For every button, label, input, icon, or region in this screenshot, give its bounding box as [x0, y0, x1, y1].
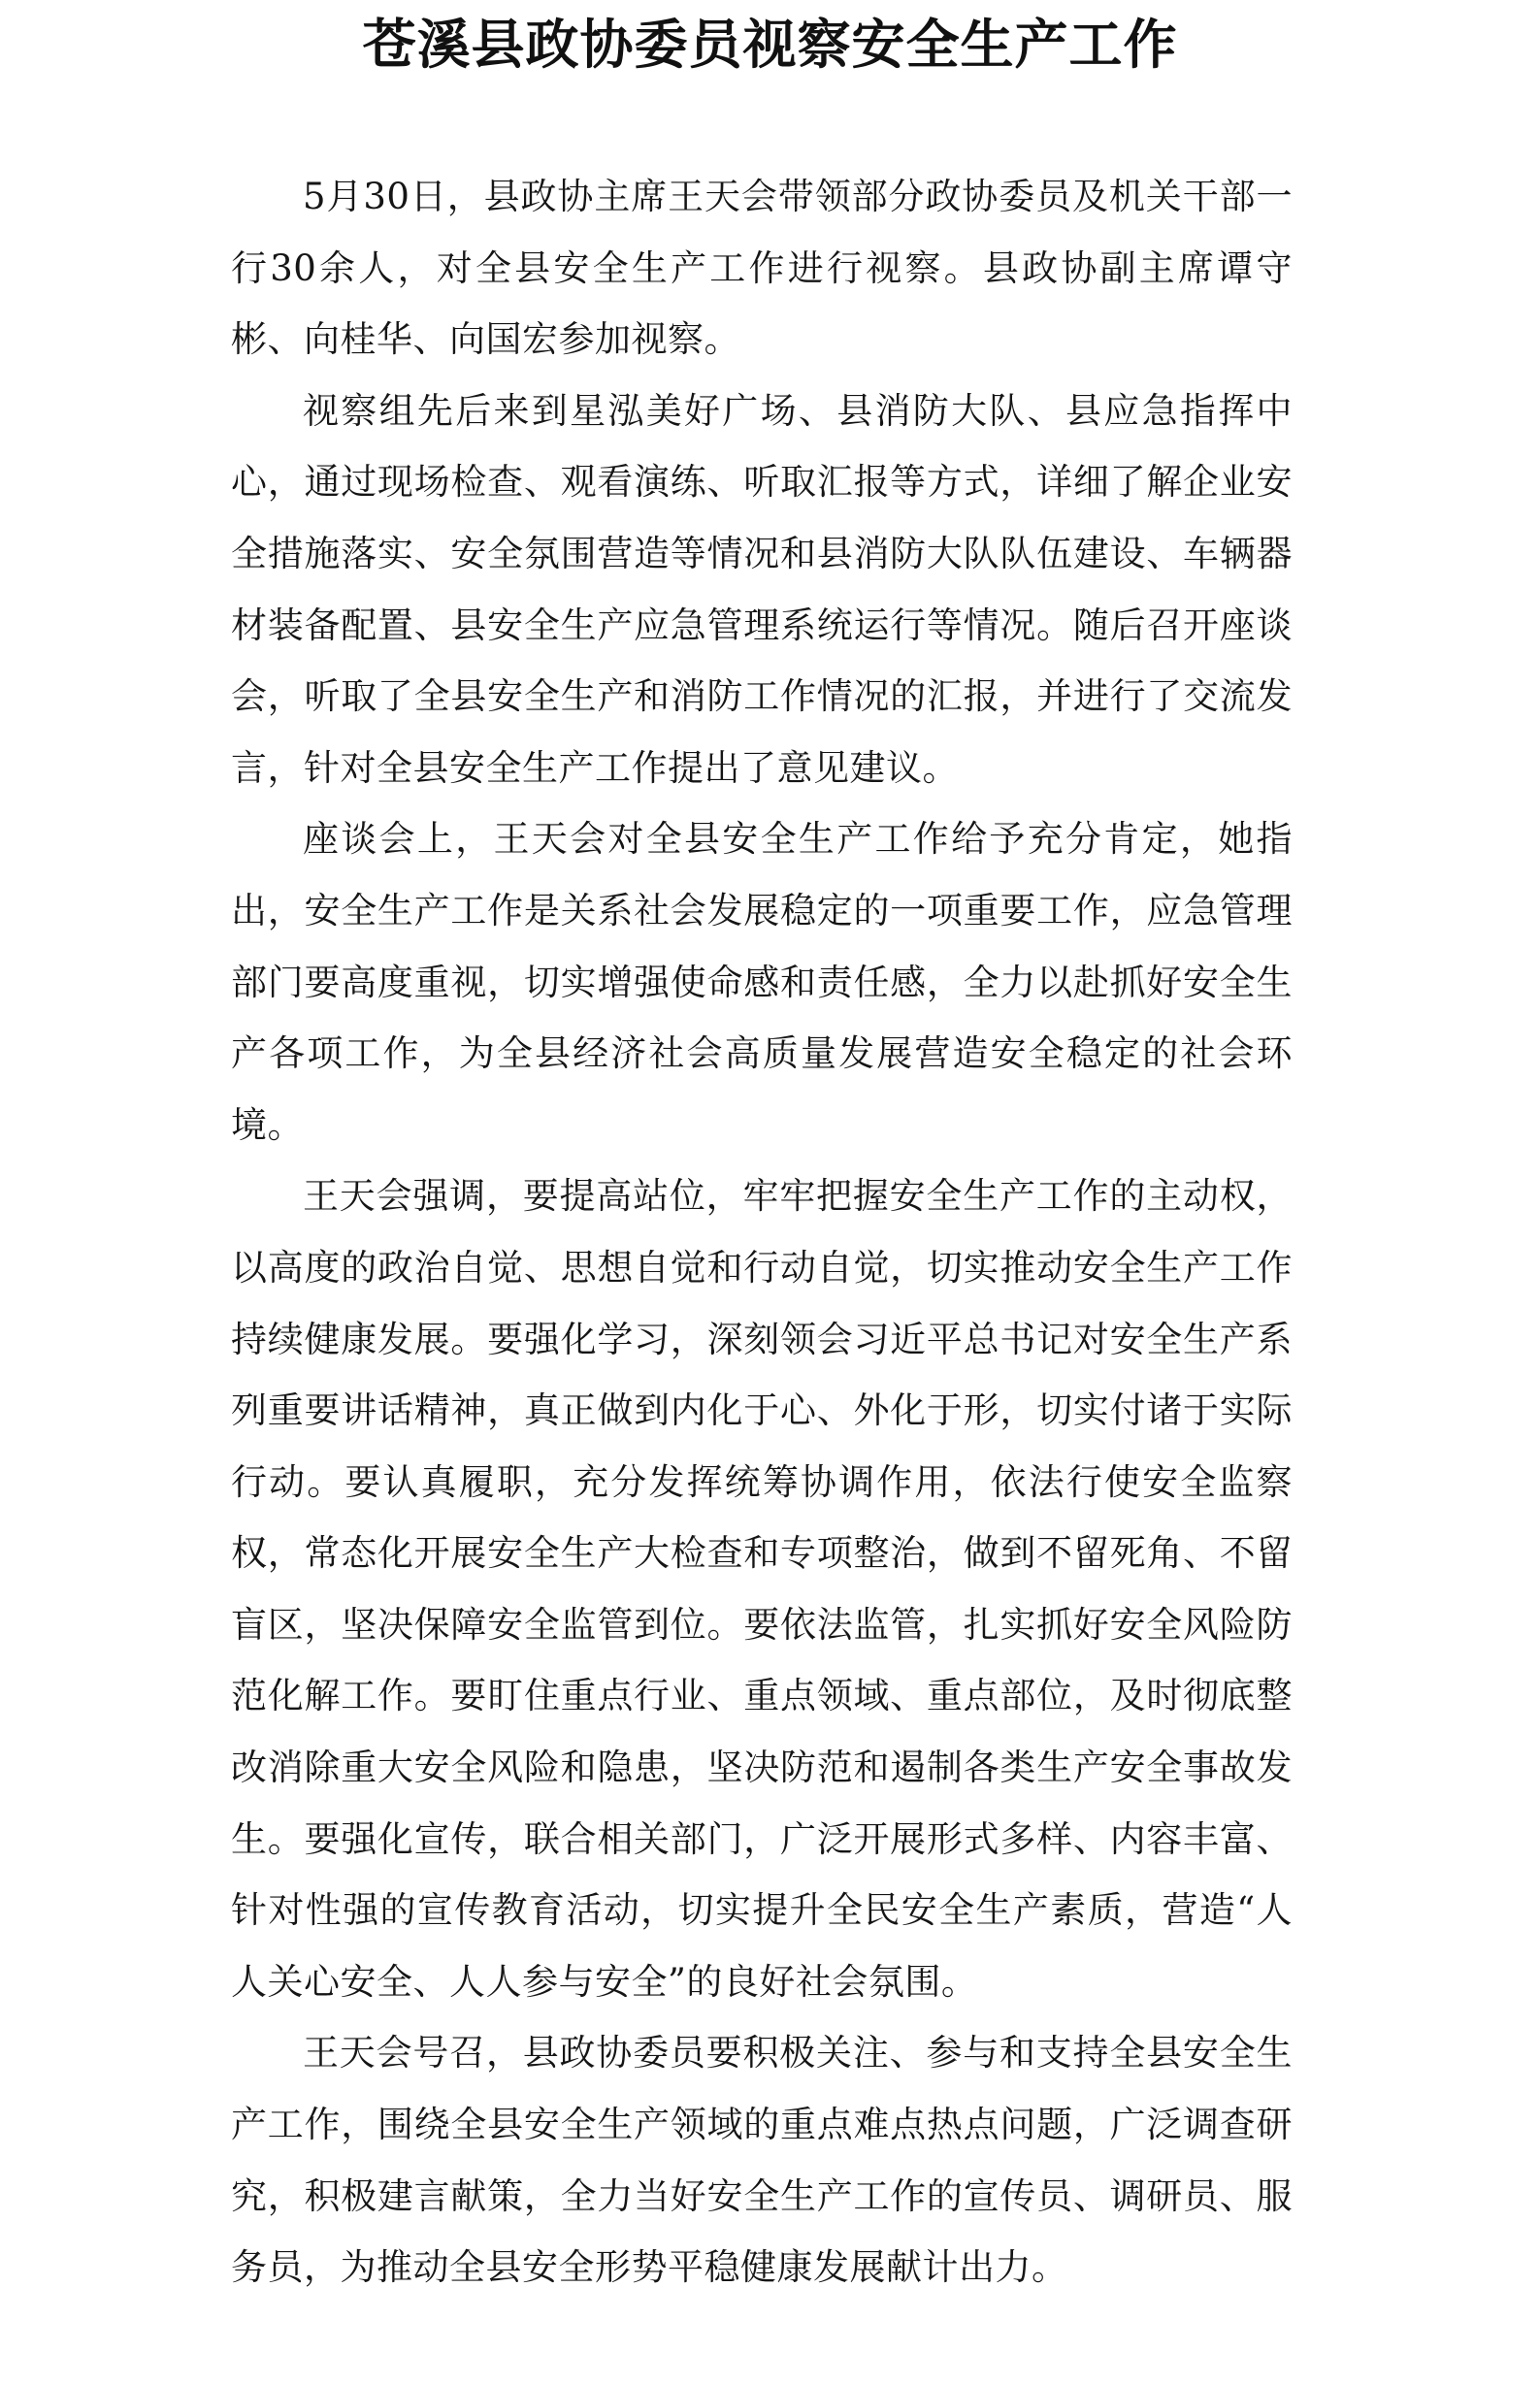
article-paragraph-5: 王天会号召，县政协委员要积极关注、参与和支持全县安全生产工作，围绕全县安全生产领域的重点难点热点问题，广泛调查研究，积极建言献策，全力当好安全生产工作的宣传员、调研员、服务员，为推动全县安全形势平稳健康发展献计出力。: [231, 2032, 1293, 2289]
article-title: 苍溪县政协委员视察安全生产工作: [362, 13, 1178, 76]
article-paragraph-2: 视察组先后来到星泓美好广场、县消防大队、县应急指挥中心，通过现场检查、观看演练、听取汇报等方式，详细了解企业安全措施落实、安全氛围营造等情况和县消防大队队伍建设、车辆器材装备配置、县安全生产应急管理系统运行等情况。随后召开座谈会，听取了全县安全生产和消防工作情况的汇报，并进行了交流发言，针对全县安全生产工作提出了意见建议。: [231, 389, 1293, 789]
article-paragraph-4: 王天会强调，要提高站位，牢牢把握安全生产工作的主动权，以高度的政治自觉、思想自觉和行动自觉，切实推动安全生产工作持续健康发展。要强化学习，深刻领会习近平总书记对安全生产系列重要讲话精神，真正做到内化于心、外化于形，切实付诸于实际行动。要认真履职，充分发挥统筹协调作用，依法行使安全监察权，常态化开展安全生产大检查和专项整治，做到不留死角、不留盲区，坚决保障安全监管到位。要依法监管，扎实抓好安全风险防范化解工作。要盯住重点行业、重点领域、重点部位，及时彻底整改消除重大安全风险和隐患，坚决防范和遏制各类生产安全事故发生。要强化宣传，联合相关部门，广泛开展形式多样、内容丰富、针对性强的宣传教育活动，切实提升全民安全生产素质，营造“人人关心安全、人人参与安全”的良好社会氛围。: [231, 1175, 1293, 2003]
article-paragraph-3: 座谈会上，王天会对全县安全生产工作给予充分肯定，她指出，安全生产工作是关系社会发展稳定的一项重要工作，应急管理部门要高度重视，切实增强使命感和责任感，全力以赴抓好安全生产各项工作，为全县经济社会高质量发展营造安全稳定的社会环境。: [231, 818, 1293, 1146]
article-body: [231, 161, 1293, 2303]
article-paragraph-1: 5月30日，县政协主席王天会带领部分政协委员及机关干部一行30余人，对全县安全生产工作进行视察。县政协副主席谭守彬、向桂华、向国宏参加视察。: [231, 176, 1293, 361]
